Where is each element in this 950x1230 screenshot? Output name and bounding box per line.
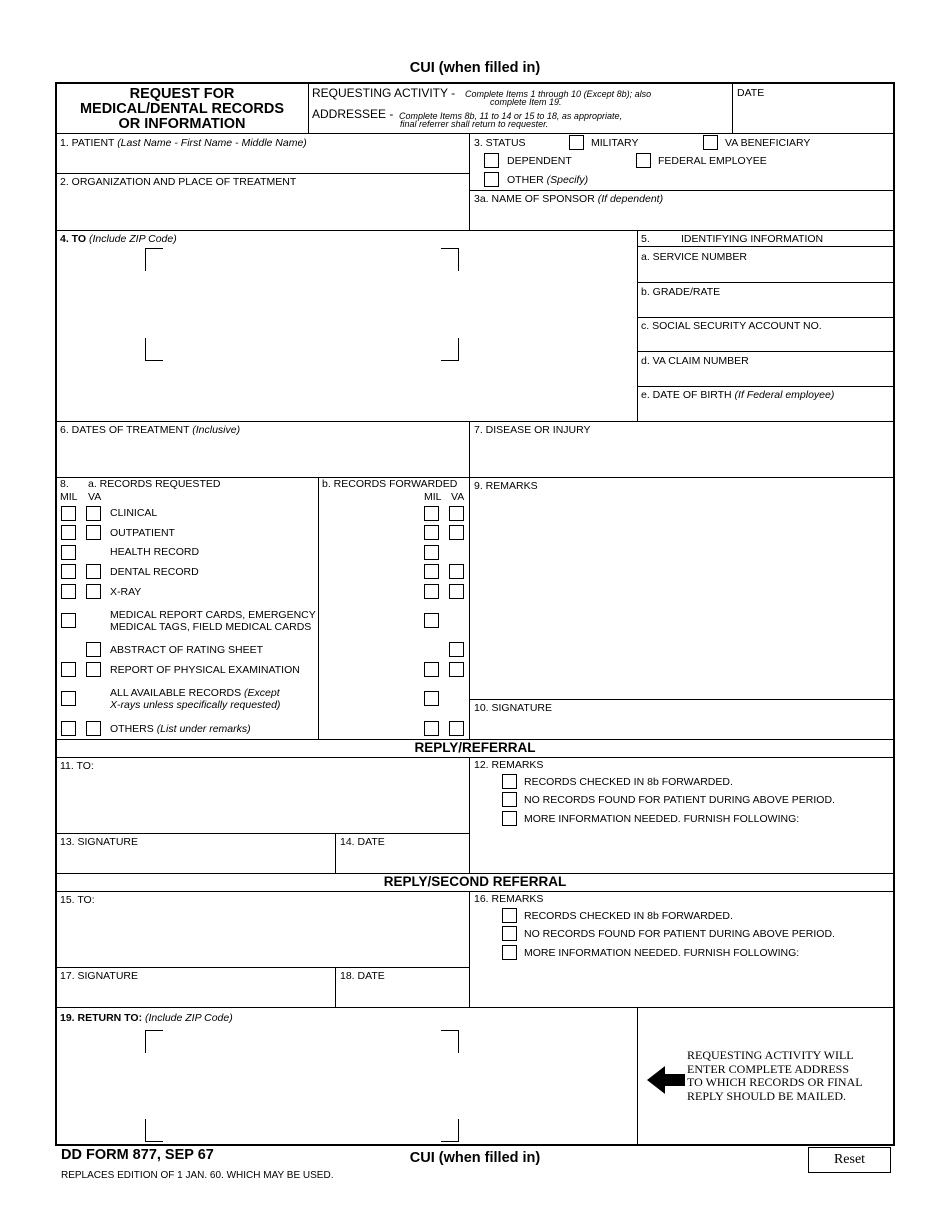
records-forwarded-label: b. RECORDS FORWARDED — [322, 478, 458, 490]
requested-va-header: VA — [88, 491, 102, 503]
reset-button[interactable]: Reset — [808, 1147, 891, 1173]
federal-employee-label: FEDERAL EMPLOYEE — [658, 155, 767, 167]
addressee-label: ADDRESSEE - — [312, 107, 394, 121]
reply-date-label: 14. DATE — [340, 836, 385, 848]
records-requested-label: a. RECORDS REQUESTED — [88, 478, 221, 490]
sponsor-label — [474, 193, 663, 205]
to-label — [60, 233, 177, 245]
others-mil-checkbox[interactable] — [61, 721, 76, 736]
reply-more-info-label: MORE INFORMATION NEEDED. FURNISH FOLLOWING: — [524, 813, 800, 825]
others-note: (List under remarks) — [156, 723, 251, 735]
patient-label-note: (Last Name - First Name - Middle Name) — [117, 137, 307, 149]
abstract-forwarded-va-checkbox[interactable] — [449, 642, 464, 657]
return-to-label-note: (Include ZIP Code) — [145, 1012, 233, 1024]
cui-marking-top: CUI (when filled in) — [409, 60, 541, 76]
health-record-label: HEALTH RECORD — [110, 546, 200, 558]
requesting-activity-label: REQUESTING ACTIVITY - — [312, 86, 456, 100]
address-corner-bottom-left — [145, 338, 163, 361]
second-more-info-checkbox[interactable] — [502, 945, 517, 960]
xray-label: X-RAY — [110, 586, 142, 598]
address-corner-top-left — [145, 248, 163, 271]
grade-rate-label: b. GRADE/RATE — [641, 286, 721, 298]
reply-remarks-label: 12. REMARKS — [474, 759, 544, 771]
form-id: DD FORM 877, SEP 67 — [61, 1147, 214, 1163]
all-available-label-2: X-rays unless specifically requested) — [110, 699, 281, 711]
abstract-label: ABSTRACT OF RATING SHEET — [110, 644, 264, 656]
sponsor-label-note: (If dependent) — [597, 193, 664, 205]
abstract-va-checkbox[interactable] — [86, 642, 101, 657]
medical-report-forwarded-mil-checkbox[interactable] — [424, 613, 439, 628]
others-forwarded-mil-checkbox[interactable] — [424, 721, 439, 736]
to-label-text: 4. TO — [60, 233, 87, 245]
va-claim-label: d. VA CLAIM NUMBER — [641, 355, 749, 367]
others-text: OTHERS — [110, 723, 154, 735]
date-label: DATE — [737, 87, 765, 99]
va-beneficiary-label: VA BENEFICIARY — [725, 137, 811, 149]
outpatient-forwarded-mil-checkbox[interactable] — [424, 525, 439, 540]
date-of-birth-note: (If Federal employee) — [734, 389, 835, 401]
signature-label: 10. SIGNATURE — [474, 702, 552, 714]
arrow-left-icon — [647, 1066, 685, 1094]
second-records-forwarded-checkbox[interactable] — [502, 908, 517, 923]
to-label-note: (Include ZIP Code) — [89, 233, 177, 245]
others-label — [110, 723, 251, 735]
return-corner-bottom-right — [441, 1119, 459, 1142]
reply-signature-label: 13. SIGNATURE — [60, 836, 138, 848]
addressee-note-2: final referrer shall return to requester. — [400, 119, 549, 129]
outpatient-forwarded-va-checkbox[interactable] — [449, 525, 464, 540]
requesting-activity-note-1: Complete Items 1 through 10 (Except 8b); also — [465, 89, 652, 99]
second-to-label: 15. TO: — [60, 894, 95, 906]
other-status-note: (Specify) — [546, 174, 589, 186]
other-status-label — [507, 174, 588, 186]
second-date-label: 18. DATE — [340, 970, 385, 982]
dependent-label: DEPENDENT — [507, 155, 572, 167]
date-of-birth-text: e. DATE OF BIRTH — [641, 389, 732, 401]
health-record-mil-checkbox[interactable] — [61, 545, 76, 560]
dates-of-treatment-text: 6. DATES OF TREATMENT — [60, 424, 190, 436]
reply-records-forwarded-label: RECORDS CHECKED IN 8b FORWARDED. — [524, 776, 733, 788]
report-physical-va-checkbox[interactable] — [86, 662, 101, 677]
xray-forwarded-va-checkbox[interactable] — [449, 584, 464, 599]
replaces-edition-note: REPLACES EDITION OF 1 JAN. 60. WHICH MAY BE USED. — [61, 1170, 334, 1181]
xray-mil-checkbox[interactable] — [61, 584, 76, 599]
report-physical-forwarded-mil-checkbox[interactable] — [424, 662, 439, 677]
reply-to-label: 11. TO: — [60, 760, 94, 772]
ssan-label: c. SOCIAL SECURITY ACCOUNT NO. — [641, 320, 822, 332]
other-status-checkbox[interactable] — [484, 172, 499, 187]
dates-of-treatment-label — [60, 424, 240, 436]
report-physical-mil-checkbox[interactable] — [61, 662, 76, 677]
federal-employee-checkbox[interactable] — [636, 153, 651, 168]
va-beneficiary-checkbox[interactable] — [703, 135, 718, 150]
health-record-forwarded-mil-checkbox[interactable] — [424, 545, 439, 560]
form-title-line2: MEDICAL/DENTAL RECORDS — [79, 101, 285, 117]
addressee-note-1: Complete Items 8b, 11 to 14 or 15 to 18, as appropriate, — [399, 111, 622, 121]
sponsor-label-text: 3a. NAME OF SPONSOR — [474, 193, 595, 205]
second-more-info-label: MORE INFORMATION NEEDED. FURNISH FOLLOWING: — [524, 947, 800, 959]
all-available-forwarded-mil-checkbox[interactable] — [424, 691, 439, 706]
others-forwarded-va-checkbox[interactable] — [449, 721, 464, 736]
second-signature-label: 17. SIGNATURE — [60, 970, 138, 982]
cui-marking-bottom: CUI (when filled in) — [409, 1150, 541, 1166]
military-checkbox[interactable] — [569, 135, 584, 150]
identifying-number: 5. — [641, 233, 650, 245]
status-label: 3. STATUS — [474, 137, 526, 149]
dental-record-forwarded-va-checkbox[interactable] — [449, 564, 464, 579]
all-available-label-1 — [110, 687, 280, 699]
forwarded-va-header: VA — [451, 491, 465, 503]
all-available-text: ALL AVAILABLE RECORDS — [110, 687, 242, 699]
second-referral-title: REPLY/SECOND REFERRAL — [383, 874, 567, 889]
dental-record-forwarded-mil-checkbox[interactable] — [424, 564, 439, 579]
report-physical-forwarded-va-checkbox[interactable] — [449, 662, 464, 677]
return-corner-top-right — [441, 1030, 459, 1053]
clinical-forwarded-va-checkbox[interactable] — [449, 506, 464, 521]
medical-report-mil-checkbox[interactable] — [61, 613, 76, 628]
form-title — [58, 87, 306, 132]
return-to-label — [60, 1012, 233, 1024]
patient-label — [60, 137, 307, 149]
return-corner-top-left — [145, 1030, 163, 1053]
form-title-line3: OR INFORMATION — [118, 116, 246, 132]
address-corner-bottom-right — [441, 338, 459, 361]
all-available-note: (Except — [244, 687, 280, 699]
date-of-birth-label — [641, 389, 834, 401]
reply-no-records-label: NO RECORDS FOUND FOR PATIENT DURING ABOVE PERIOD. — [524, 794, 835, 806]
outpatient-va-checkbox[interactable] — [86, 525, 101, 540]
clinical-label: CLINICAL — [110, 507, 158, 519]
return-instruction — [687, 1049, 863, 1103]
dependent-checkbox[interactable] — [484, 153, 499, 168]
second-records-forwarded-label: RECORDS CHECKED IN 8b FORWARDED. — [524, 910, 733, 922]
xray-va-checkbox[interactable] — [86, 584, 101, 599]
return-corner-bottom-left — [145, 1119, 163, 1142]
records-number: 8. — [60, 478, 69, 490]
reply-records-forwarded-checkbox[interactable] — [502, 774, 517, 789]
reply-more-info-checkbox[interactable] — [502, 811, 517, 826]
dental-record-label: DENTAL RECORD — [110, 566, 199, 578]
return-to-label-text: 19. RETURN TO: — [60, 1012, 143, 1024]
return-instruction-line2: ENTER COMPLETE ADDRESS — [687, 1061, 850, 1076]
remarks-label: 9. REMARKS — [474, 480, 538, 492]
clinical-va-checkbox[interactable] — [86, 506, 101, 521]
reply-no-records-checkbox[interactable] — [502, 792, 517, 807]
forwarded-mil-header: MIL — [424, 491, 442, 503]
return-instruction-line4: REPLY SHOULD BE MAILED. — [687, 1088, 847, 1103]
dental-record-va-checkbox[interactable] — [86, 564, 101, 579]
second-no-records-label: NO RECORDS FOUND FOR PATIENT DURING ABOVE PERIOD. — [524, 928, 835, 940]
outpatient-label: OUTPATIENT — [110, 527, 175, 539]
return-instruction-line3: TO WHICH RECORDS OR FINAL — [687, 1075, 863, 1090]
xray-forwarded-mil-checkbox[interactable] — [424, 584, 439, 599]
outpatient-mil-checkbox[interactable] — [61, 525, 76, 540]
medical-report-label-2: MEDICAL TAGS, FIELD MEDICAL CARDS — [110, 621, 312, 633]
identifying-title: IDENTIFYING INFORMATION — [681, 233, 824, 245]
others-va-checkbox[interactable] — [86, 721, 101, 736]
second-no-records-checkbox[interactable] — [502, 926, 517, 941]
other-status-text: OTHER — [507, 174, 544, 186]
all-available-mil-checkbox[interactable] — [61, 691, 76, 706]
reply-referral-title: REPLY/REFERRAL — [414, 740, 536, 755]
return-instruction-line1: REQUESTING ACTIVITY WILL — [687, 1048, 854, 1062]
form-title-line1: REQUEST FOR — [129, 86, 235, 102]
organization-label: 2. ORGANIZATION AND PLACE OF TREATMENT — [60, 176, 297, 188]
medical-report-label-1: MEDICAL REPORT CARDS, EMERGENCY — [110, 609, 316, 621]
disease-injury-label: 7. DISEASE OR INJURY — [474, 424, 591, 436]
service-number-label: a. SERVICE NUMBER — [641, 251, 747, 263]
address-corner-top-right — [441, 248, 459, 271]
patient-label-text: 1. PATIENT — [60, 137, 115, 149]
requested-mil-header: MIL — [60, 491, 78, 503]
military-label: MILITARY — [591, 137, 639, 149]
clinical-forwarded-mil-checkbox[interactable] — [424, 506, 439, 521]
clinical-mil-checkbox[interactable] — [61, 506, 76, 521]
dates-of-treatment-note: (Inclusive) — [192, 424, 241, 436]
dental-record-mil-checkbox[interactable] — [61, 564, 76, 579]
second-remarks-label: 16. REMARKS — [474, 893, 544, 905]
requesting-activity-note-2: complete Item 19. — [490, 97, 562, 107]
report-physical-label: REPORT OF PHYSICAL EXAMINATION — [110, 664, 300, 676]
